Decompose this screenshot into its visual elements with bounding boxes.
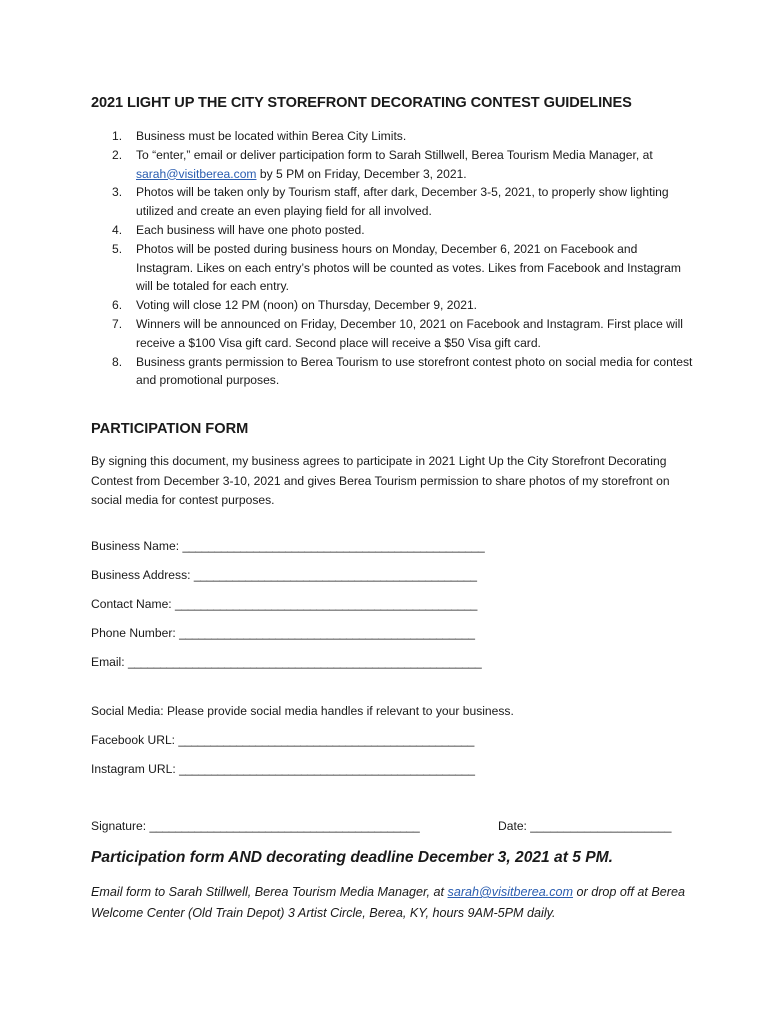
participation-intro: By signing this document, my business agrees to participate in 2021 Light Up the City Storefront Decorating Contest from December 3-10, 2021 and gives Berea Tourism permission to share photos of my storefront on social media for contest purposes. [91,454,670,507]
business-address-field[interactable] [91,568,477,582]
business-address-label: Business Address: [91,568,191,582]
email-field[interactable] [91,655,481,669]
email-link[interactable]: sarah@visitberea.com [447,885,573,899]
deadline-notice: Participation form AND decorating deadline December 3, 2021 at 5 PM. [91,849,613,866]
guideline-number: 3. [112,185,123,200]
guideline-text: Photos will be posted during business hours on Monday, December 6, 2021 on Facebook and Instagram. Likes on each entry’s photos will be counted as votes. Likes from Facebook and Instagram will be totaled for each entry. [136,241,681,294]
guideline-text: Winners will be announced on Friday, December 10, 2021 on Facebook and Instagram. First place will receive a $100 Visa gift card. Second place will receive a $50 Visa gift card. [136,316,683,350]
guideline-text: Business grants permission to Berea Tourism to use storefront contest photo on social media for contest and promotional purposes. [136,354,693,388]
closing-text: or drop off at Berea Welcome Center (Old Train Depot) 3 Artist Circle, Berea, KY, hours 9AM-5PM daily. [91,885,686,920]
business-name-field[interactable] [91,539,484,553]
business-name-blank[interactable]: _______________________________________________ [182,539,485,553]
facebook-url-blank[interactable]: ______________________________________________ [178,733,475,747]
date-field[interactable] [498,819,672,833]
guideline-item [112,127,696,146]
closing-text: Email form to Sarah Stillwell, Berea Tourism Media Manager, at [91,885,448,899]
date-label: Date: [498,819,527,833]
signature-label: Signature: [91,819,147,833]
email-link[interactable]: sarah@visitberea.com [136,166,257,181]
page-title: 2021 LIGHT UP THE CITY STOREFRONT DECORATING CONTEST GUIDELINES [91,95,632,111]
date-blank[interactable]: _____________________ [530,819,672,833]
guideline-item [112,183,696,221]
guideline-text: Each business will have one photo posted. [136,222,365,237]
guideline-number: 7. [112,316,123,331]
facebook-url-field[interactable] [91,733,474,747]
guidelines-list [112,127,696,390]
guideline-text: Business must be located within Berea City Limits. [136,129,407,143]
guideline-number: 6. [112,298,123,313]
guideline-number: 1. [112,129,123,143]
signature-blank[interactable]: __________________________________________ [149,819,420,833]
contact-name-label: Contact Name: [91,597,172,611]
signature-field[interactable] [91,819,419,833]
contact-name-blank[interactable]: _______________________________________________ [175,597,478,611]
phone-number-field[interactable] [91,626,475,640]
guideline-item [112,315,696,353]
participation-heading: PARTICIPATION FORM [91,421,249,437]
guideline-number: 2. [112,147,123,162]
guideline-item [112,353,696,391]
guideline-number: 8. [112,354,123,369]
phone-number-label: Phone Number: [91,626,176,640]
email-label: Email: [91,655,125,669]
facebook-url-label: Facebook URL: [91,733,176,747]
guideline-item [112,146,696,184]
closing-instructions [91,882,691,924]
guideline-item [112,296,696,315]
email-blank[interactable]: _______________________________________________________ [127,655,482,669]
guideline-text: Photos will be taken only by Tourism staff, after dark, December 3-5, 2021, to properly show lighting utilized and create an even playing field for all involved. [136,185,669,219]
guideline-item [112,221,696,240]
instagram-url-label: Instagram URL: [91,762,176,776]
social-media-prompt-text: Social Media: Please provide social media handles if relevant to your business. [91,704,514,718]
guideline-text: Voting will close 12 PM (noon) on Thursday, December 9, 2021. [136,298,478,313]
phone-number-blank[interactable]: ______________________________________________ [179,626,475,640]
instagram-url-field[interactable] [91,762,475,776]
social-media-prompt [91,704,514,718]
business-name-label: Business Name: [91,539,180,553]
contact-name-field[interactable] [91,597,477,611]
guideline-text: To “enter,” email or deliver participation form to Sarah Stillwell, Berea Tourism Media Manager, at [136,147,653,162]
instagram-url-blank[interactable]: ______________________________________________ [179,762,475,776]
guideline-number: 5. [112,241,123,256]
guideline-item [112,240,696,296]
business-address-blank[interactable]: ____________________________________________ [193,568,477,582]
guideline-text: by 5 PM on Friday, December 3, 2021. [256,166,467,181]
guideline-number: 4. [112,222,123,237]
